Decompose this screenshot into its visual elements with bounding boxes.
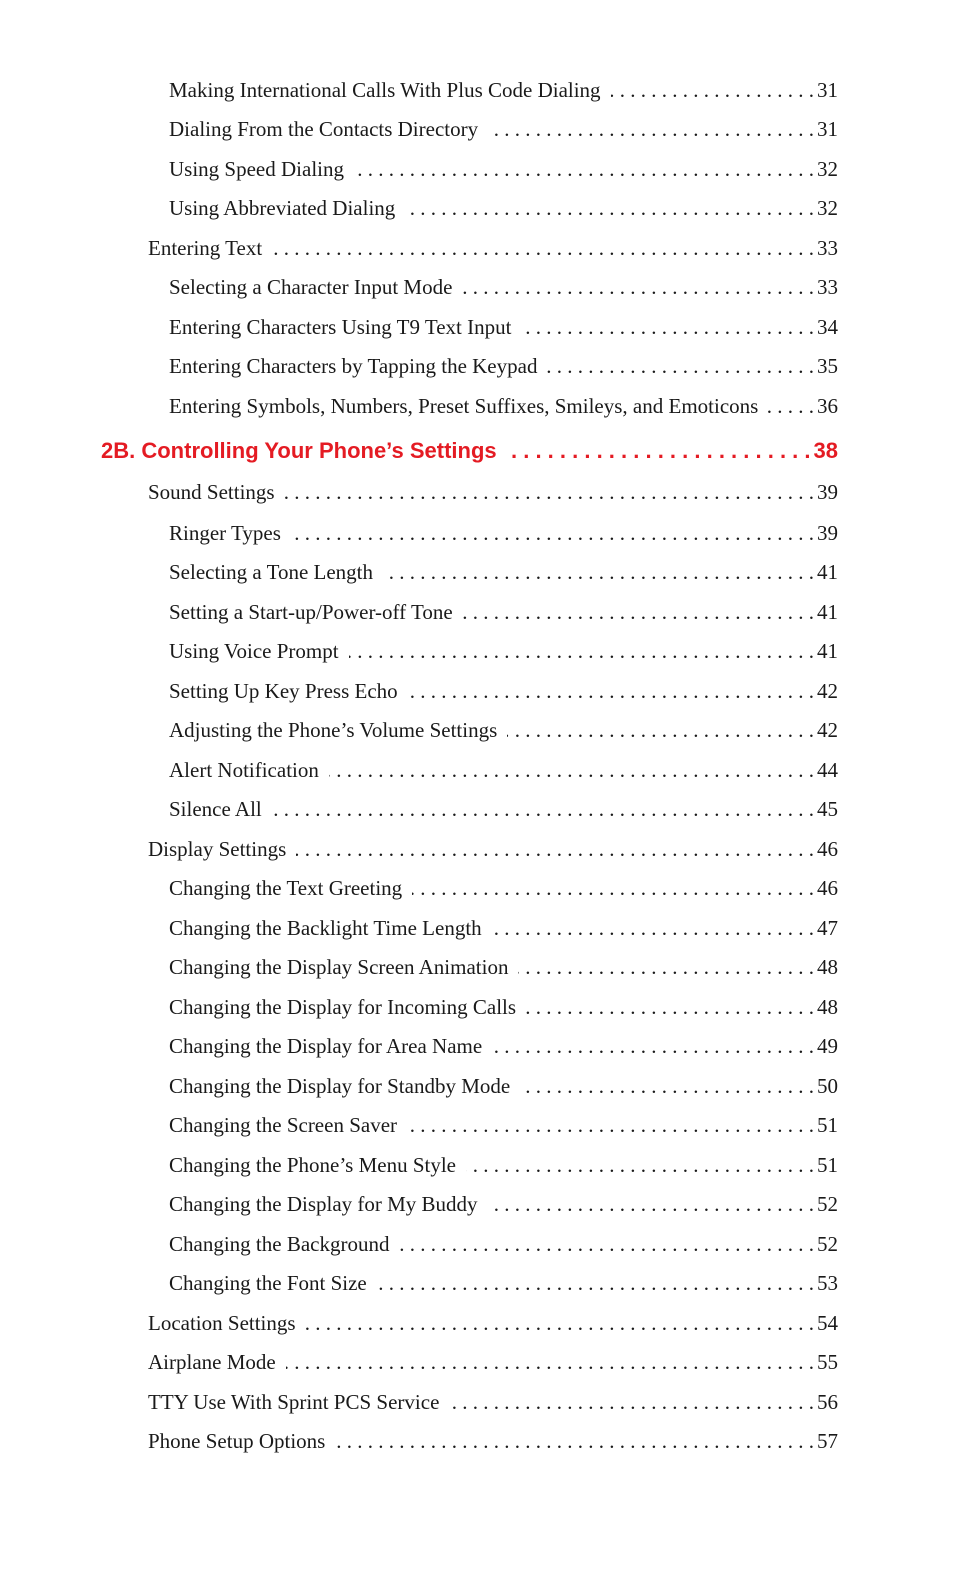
dot-leader [408, 677, 814, 705]
toc-entry[interactable] [169, 194, 838, 222]
toc-page-number: 32 [817, 157, 838, 181]
dot-leader [462, 273, 814, 301]
toc-entry-title: Using Voice Prompt [169, 639, 339, 663]
toc-entry-title: Setting a Start-up/Power-off Tone [169, 600, 453, 624]
toc-entry-title: Display Settings [148, 837, 287, 861]
toc-entry-title: Ringer Types [169, 521, 281, 545]
dot-leader [492, 1032, 814, 1060]
toc-entry-title: Alert Notification [169, 758, 319, 782]
toc-entry-title: Changing the Display Screen Animation [169, 955, 509, 979]
toc-entry-title: Entering Characters by Tapping the Keypad [169, 354, 538, 378]
toc-entry[interactable] [148, 234, 838, 262]
toc-page-number: 52 [817, 1192, 838, 1216]
toc-entry-title: Entering Characters Using T9 Text Input [169, 315, 512, 339]
toc-entry-title: Changing the Backlight Time Length [169, 916, 482, 940]
dot-leader [405, 194, 814, 222]
toc-page-number: 56 [817, 1390, 838, 1414]
toc-entry[interactable] [169, 874, 838, 902]
toc-entry-title: Changing the Screen Saver [169, 1113, 398, 1137]
toc-entry-title: Changing the Font Size [169, 1271, 367, 1295]
toc-entry-title: Changing the Display for Incoming Calls [169, 995, 517, 1019]
toc-entry[interactable] [169, 519, 838, 547]
toc-entry-title: Dialing From the Contacts Directory [169, 117, 479, 141]
toc-entry[interactable] [169, 558, 838, 586]
toc-entry[interactable] [169, 313, 838, 341]
toc-entry[interactable] [169, 1032, 838, 1060]
toc-entry-title: Changing the Background [169, 1232, 390, 1256]
toc-entry[interactable] [169, 155, 838, 183]
toc-entry[interactable] [169, 76, 838, 104]
toc-entry[interactable] [169, 914, 838, 942]
toc-page-number: 44 [817, 758, 838, 782]
toc-page-number: 38 [813, 438, 838, 463]
toc-entry-title: Entering Text [148, 236, 263, 260]
toc-page-number: 46 [817, 876, 838, 900]
toc-page-number: 41 [817, 639, 838, 663]
toc-entry[interactable] [169, 637, 838, 665]
dot-leader [349, 637, 814, 665]
toc-entry[interactable] [169, 1230, 838, 1258]
toc-entry[interactable] [169, 1190, 838, 1218]
dot-leader [335, 1427, 814, 1455]
toc-page-number: 52 [817, 1232, 838, 1256]
toc-entry[interactable] [169, 716, 838, 744]
toc-page-number: 39 [817, 480, 838, 504]
toc-entry[interactable] [169, 993, 838, 1021]
toc-page-number: 32 [817, 196, 838, 220]
toc-entry-title: Making International Calls With Plus Code Dialing [169, 78, 601, 102]
dot-leader [272, 795, 814, 823]
toc-entry[interactable] [148, 1427, 838, 1455]
toc-entry[interactable] [169, 1151, 838, 1179]
toc-entry-title: 2B. Controlling Your Phone’s Settings [101, 438, 497, 463]
toc-page-number: 46 [817, 837, 838, 861]
dot-leader [286, 1348, 814, 1376]
toc-entry[interactable] [169, 756, 838, 784]
toc-entry-title: Sound Settings [148, 480, 275, 504]
toc-entry-title: Entering Symbols, Numbers, Preset Suffixes, Smileys, and Emoticons [169, 394, 759, 418]
dot-leader [407, 1111, 814, 1139]
toc-page-number: 33 [817, 275, 838, 299]
dot-leader [547, 352, 814, 380]
dot-leader [520, 1072, 814, 1100]
toc-page-number: 55 [817, 1350, 838, 1374]
dot-leader [521, 313, 814, 341]
toc-entry-title: Airplane Mode [148, 1350, 276, 1374]
toc-entry[interactable] [148, 835, 838, 863]
dot-leader [306, 1309, 814, 1337]
toc-page-number: 35 [817, 354, 838, 378]
toc-entry-title: Location Settings [148, 1311, 296, 1335]
dot-leader [488, 1190, 814, 1218]
toc-entry-title: Selecting a Tone Length [169, 560, 374, 584]
toc-entry-title: Using Speed Dialing [169, 157, 344, 181]
toc-entry[interactable] [169, 953, 838, 981]
dot-leader [399, 1230, 814, 1258]
toc-entry[interactable] [169, 677, 838, 705]
dot-leader [463, 598, 814, 626]
toc-entry[interactable] [169, 392, 838, 420]
toc-entry-title: Changing the Display for My Buddy [169, 1192, 478, 1216]
toc-entry[interactable] [148, 1388, 838, 1416]
toc-entry[interactable] [169, 795, 838, 823]
toc-entry-title: Selecting a Character Input Mode [169, 275, 453, 299]
dot-leader [285, 478, 814, 506]
toc-entry[interactable] [169, 352, 838, 380]
toc-entry-title: Changing the Text Greeting [169, 876, 403, 900]
toc-page-number: 48 [817, 955, 838, 979]
toc-entry-title: TTY Use With Sprint PCS Service [148, 1390, 440, 1414]
toc-entry[interactable] [169, 598, 838, 626]
toc-entry-title: Using Abbreviated Dialing [169, 196, 396, 220]
toc-entry-title: Phone Setup Options [148, 1429, 326, 1453]
toc-page-number: 49 [817, 1034, 838, 1058]
toc-page-number: 48 [817, 995, 838, 1019]
dot-leader [492, 914, 814, 942]
dot-leader [466, 1151, 814, 1179]
toc-page-number: 51 [817, 1153, 838, 1177]
dot-leader [505, 437, 811, 465]
toc-entry[interactable] [148, 1348, 838, 1376]
toc-entry-title: Changing the Display for Standby Mode [169, 1074, 511, 1098]
toc-page-number: 50 [817, 1074, 838, 1098]
toc-entry[interactable] [148, 478, 838, 506]
dot-leader [329, 756, 814, 784]
dot-leader [296, 835, 814, 863]
toc-entry[interactable] [169, 1111, 838, 1139]
toc-page-number: 34 [817, 315, 838, 339]
toc-entry[interactable] [169, 115, 838, 143]
toc-entry[interactable] [148, 1309, 838, 1337]
toc-entry[interactable] [169, 273, 838, 301]
toc-page-number: 57 [817, 1429, 838, 1453]
dot-leader [383, 558, 814, 586]
toc-page-number: 45 [817, 797, 838, 821]
toc-page-number: 53 [817, 1271, 838, 1295]
toc-page-number: 41 [817, 600, 838, 624]
toc-entry-title: Setting Up Key Press Echo [169, 679, 398, 703]
dot-leader [449, 1388, 814, 1416]
toc-page-number: 47 [817, 916, 838, 940]
dot-leader [354, 155, 814, 183]
toc-chapter-entry[interactable] [101, 437, 838, 465]
dot-leader [768, 392, 814, 420]
toc-page-number: 31 [817, 78, 838, 102]
toc-page-number: 51 [817, 1113, 838, 1137]
toc-page-number: 39 [817, 521, 838, 545]
toc-page-number: 54 [817, 1311, 838, 1335]
toc-entry-title: Changing the Display for Area Name [169, 1034, 483, 1058]
dot-leader [611, 76, 814, 104]
dot-leader [291, 519, 814, 547]
toc-page-number: 42 [817, 679, 838, 703]
dot-leader [272, 234, 814, 262]
toc-entry[interactable] [169, 1072, 838, 1100]
toc-entry-title: Changing the Phone’s Menu Style [169, 1153, 456, 1177]
dot-leader [526, 993, 814, 1021]
dot-leader [488, 115, 814, 143]
toc-page-number: 41 [817, 560, 838, 584]
toc-page-number: 33 [817, 236, 838, 260]
toc-page-number: 31 [817, 117, 838, 141]
dot-leader [377, 1269, 814, 1297]
toc-entry[interactable] [169, 1269, 838, 1297]
toc-entry-title: Adjusting the Phone’s Volume Settings [169, 718, 498, 742]
dot-leader [518, 953, 814, 981]
toc-page-number: 36 [817, 394, 838, 418]
dot-leader [412, 874, 814, 902]
toc-entry-title: Silence All [169, 797, 262, 821]
toc-page-number: 42 [817, 718, 838, 742]
dot-leader [507, 716, 814, 744]
